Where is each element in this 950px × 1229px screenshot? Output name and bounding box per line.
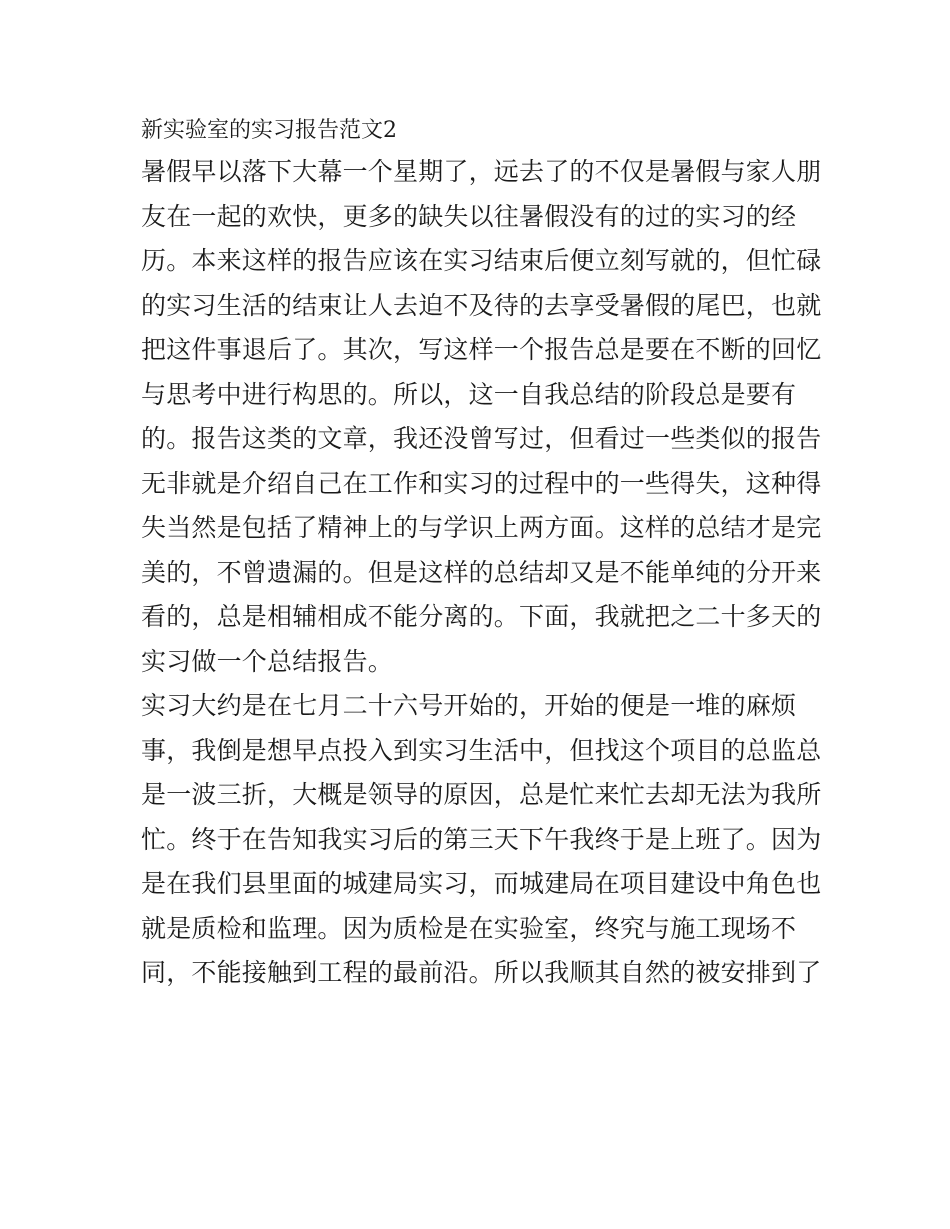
text-line: 把这件事退后了。其次，写这样一个报告总是要在不断的回忆 [141, 335, 822, 364]
text-line: 失当然是包括了精神上的与学识上两方面。这样的总结才是完 [141, 513, 822, 542]
text-line: 同，不能接触到工程的最前沿。所以我顺其自然的被安排到了 [141, 958, 822, 987]
text-line: 美的，不曾遗漏的。但是这样的总结却又是不能单纯的分开来 [141, 557, 822, 587]
text-line: 是在我们县里面的城建局实习，而城建局在项目建设中角色也 [141, 869, 822, 898]
document-title: 新实验室的实习报告范文2 [141, 118, 397, 143]
text-line: 历。本来这样的报告应该在实习结束后便立刻写就的，但忙碌 [141, 246, 822, 275]
text-line: 的。报告这类的文章，我还没曾写过，但看过一些类似的报告 [141, 424, 822, 453]
text-line: 的实习生活的结束让人去迫不及待的去享受暑假的尾巴，也就 [141, 290, 822, 320]
text-line: 是一波三折，大概是领导的原因，总是忙来忙去却无法为我所 [141, 780, 822, 809]
paragraph-2 [141, 684, 821, 996]
text-line: 看的，总是相辅相成不能分离的。下面，我就把之二十多天的 [141, 602, 822, 631]
text-line: 与思考中进行构思的。所以，这一自我总结的阶段总是要有 [141, 379, 797, 409]
text-line: 忙。终于在告知我实习后的第三天下午我终于是上班了。因为 [141, 824, 822, 854]
text-line: 友在一起的欢快，更多的缺失以往暑假没有的过的实习的经 [141, 201, 797, 231]
text-line: 实习大约是在七月二十六号开始的，开始的便是一堆的麻烦 [141, 691, 797, 720]
text-line: 无非就是介绍自己在工作和实习的过程中的一些得失，这种得 [141, 468, 822, 498]
text-line: 暑假早以落下大幕一个星期了，远去了的不仅是暑假与家人朋 [141, 157, 822, 186]
paragraph-1 [141, 150, 821, 684]
text-line: 事，我倒是想早点投入到实习生活中，但找这个项目的总监总 [141, 735, 822, 765]
document-body [141, 112, 821, 996]
text-line: 实习做一个总结报告。 [141, 646, 394, 676]
text-line: 就是质检和监理。因为质检是在实验室，终究与施工现场不 [141, 913, 797, 943]
